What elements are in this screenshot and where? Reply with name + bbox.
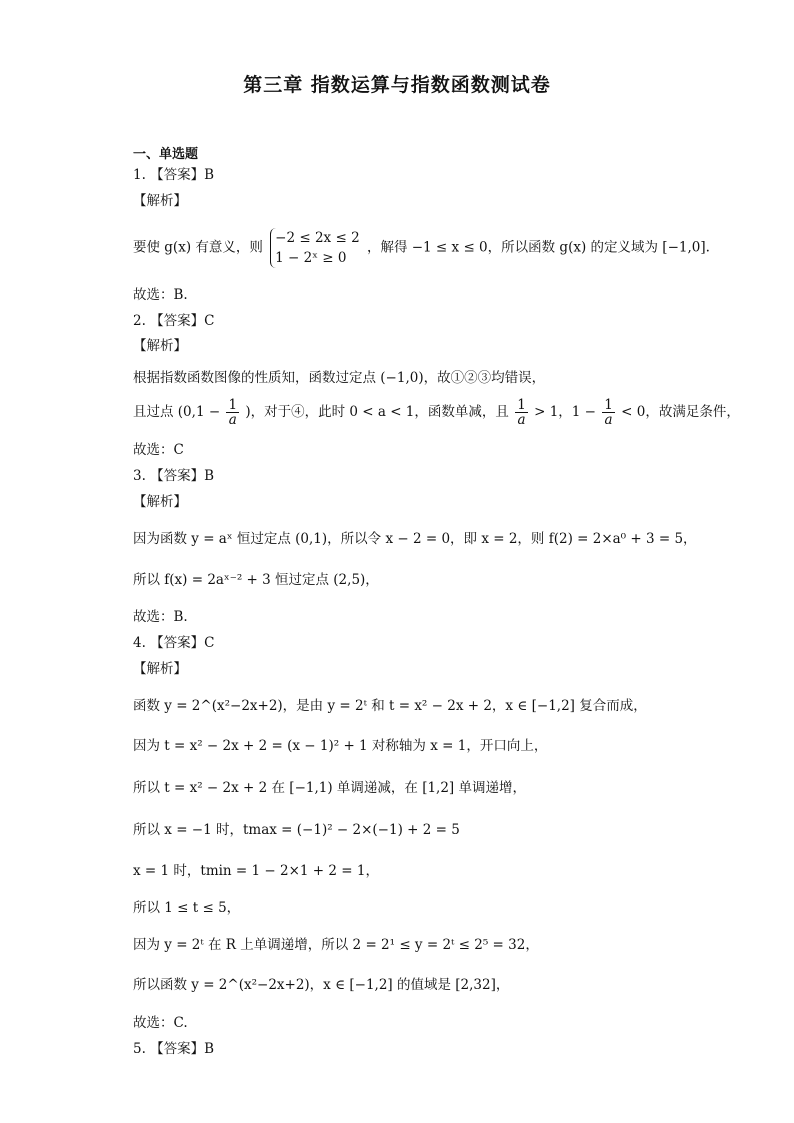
q4-jiexi: 【解析】	[133, 661, 187, 677]
q2-text-a: 且过点 (0,1 −	[133, 404, 221, 420]
q2-text-b: )，对于④，此时 0 < a < 1，函数单减，且	[245, 404, 509, 420]
q4-line8: 所以函数 y = 2^(x²−2x+2)，x ∈ [−1,2] 的值域是 [2,32]，	[133, 977, 510, 993]
q4-answer: 4. 【答案】C	[133, 635, 215, 651]
q1-line1	[133, 228, 710, 268]
q4-conclusion: 故选：C.	[133, 1015, 188, 1031]
q2-line2	[133, 398, 740, 427]
q2-answer: 2. 【答案】C	[133, 313, 215, 329]
q2-jiexi: 【解析】	[133, 338, 187, 354]
q1-system	[270, 228, 359, 268]
q2-text-d: < 0，故满足条件，	[621, 404, 740, 420]
q5-answer: 5. 【答案】B	[133, 1041, 215, 1057]
q4-line4: 所以 x = −1 时，tmax = (−1)² − 2×(−1) + 2 = 5	[133, 822, 460, 838]
q3-jiexi: 【解析】	[133, 494, 187, 510]
q1-text-a: 要使 g(x) 有意义，则	[133, 239, 263, 256]
q1-conclusion: 故选：B.	[133, 287, 188, 303]
q2-text-c: > 1，1 −	[534, 404, 596, 420]
q3-conclusion: 故选：B.	[133, 609, 188, 625]
q2-fraction-1: $\frac{1}{a}$	[228, 397, 238, 428]
page-title: 第三章 指数运算与指数函数测试卷	[243, 74, 551, 96]
q1-jiexi: 【解析】	[133, 193, 187, 209]
q1-text-b: ，解得 −1 ≤ x ≤ 0，所以函数 g(x) 的定义域为 [−1,0].	[366, 239, 710, 256]
q4-line3: 所以 t = x² − 2x + 2 在 [−1,1) 单调递减，在 [1,2] 单调递增，	[133, 780, 526, 796]
q1-answer: 1. 【答案】B	[133, 167, 215, 183]
q4-line1: 函数 y = 2^(x²−2x+2)，是由 y = 2ᵗ 和 t = x² − 2x + 2，x ∈ [−1,2] 复合而成，	[133, 698, 647, 714]
q2-conclusion: 故选：C	[133, 442, 184, 458]
q4-line7: 因为 y = 2ᵗ 在 R 上单调递增，所以 2 = 2¹ ≤ y = 2ᵗ ≤ 2⁵ = 32，	[133, 937, 539, 953]
q3-line2: 所以 f(x) = 2aˣ⁻² + 3 恒过定点 (2,5)，	[133, 572, 379, 588]
q4-line2: 因为 t = x² − 2x + 2 = (x − 1)² + 1 对称轴为 x = 1，开口向上，	[133, 738, 548, 754]
section-heading: 一、单选题	[133, 147, 199, 162]
q2-fraction-2: $\frac{1}{a}$	[517, 397, 526, 428]
q2-line1: 根据指数函数图像的性质知，函数过定点 (−1,0)，故①②③均错误，	[133, 370, 546, 386]
q3-line1: 因为函数 y = aˣ 恒过定点 (0,1)，所以令 x − 2 = 0，即 x = 2，则 f(2) = 2×a⁰ + 3 = 5，	[133, 531, 697, 547]
q3-answer: 3. 【答案】B	[133, 468, 215, 484]
q4-line5: x = 1 时，tmin = 1 − 2×1 + 2 = 1，	[133, 863, 379, 879]
q1-sys-row1: −2 ≤ 2x ≤ 2	[275, 230, 360, 246]
q2-fraction-3: $\frac{1}{a}$	[604, 397, 613, 428]
q1-sys-row2: 1 − 2ˣ ≥ 0	[275, 250, 347, 266]
q4-line6: 所以 1 ≤ t ≤ 5，	[133, 900, 241, 916]
